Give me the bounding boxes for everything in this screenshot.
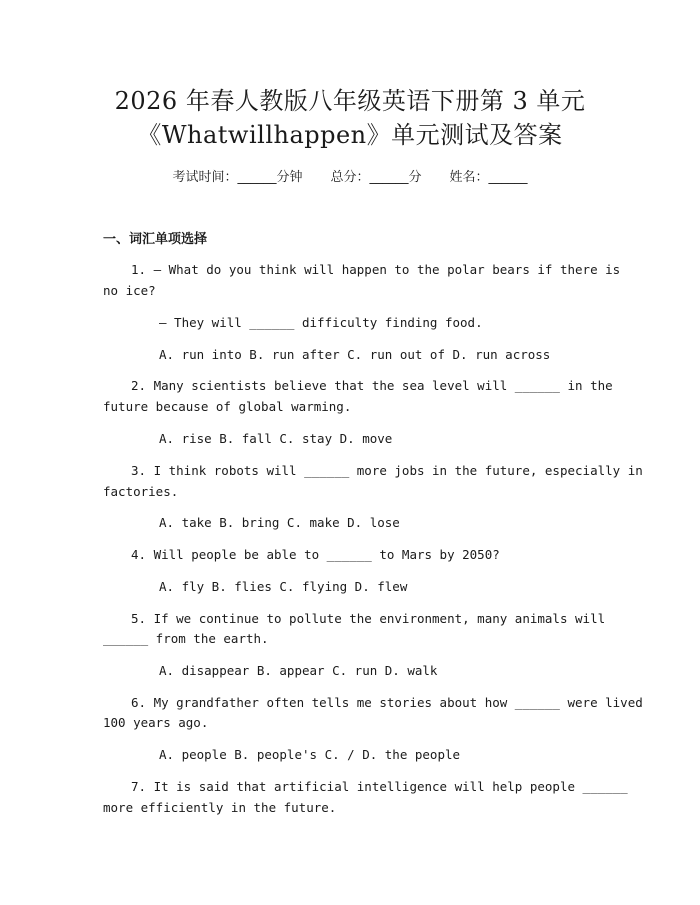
q7-stem-line-2: more efficiently in the future. [103, 800, 337, 815]
document-title-line-2: 《Whatwillhappen》单元测试及答案 [137, 121, 563, 149]
q5-options: A. disappear B. appear C. run D. walk [159, 663, 438, 678]
q6-options: A. people B. people's C. / D. the people [159, 747, 461, 762]
exam-total-score: 总分：______分 [330, 170, 422, 185]
q1-stem-line-1: 1. — What do you think will happen to the polar bears if there is [131, 262, 621, 277]
q4-options: A. fly B. flies C. flying D. flew [159, 579, 408, 594]
q1-stem-line-3: — They will ______ difficulty finding food. [159, 315, 483, 330]
q2-stem-line-1: 2. Many scientists believe that the sea level will ______ in the [131, 378, 613, 393]
q1-stem-line-2: no ice? [103, 283, 156, 298]
q7-stem-line-1: 7. It is said that artificial intelligence will help people ______ [131, 779, 628, 794]
q4-stem-line-1: 4. Will people be able to ______ to Mars by 2050? [131, 547, 500, 562]
q3-stem-line-2: factories. [103, 484, 179, 499]
q3-stem-line-1: 3. I think robots will ______ more jobs in the future, especially in [131, 463, 643, 478]
q2-stem-line-2: future because of global warming. [103, 399, 352, 414]
q3-options: A. take B. bring C. make D. lose [159, 515, 400, 530]
q6-stem-line-1: 6. My grandfather often tells me stories about how ______ were lived [131, 695, 643, 710]
exam-time: 考试时间：______分钟 [172, 170, 303, 185]
document-title-line-1: 2026 年春人教版八年级英语下册第 3 单元 [114, 87, 586, 115]
q5-stem-line-1: 5. If we continue to pollute the environment, many animals will [131, 611, 606, 626]
q1-options: A. run into B. run after C. run out of D. run across [159, 347, 551, 362]
q2-options: A. rise B. fall C. stay D. move [159, 431, 393, 446]
q5-stem-line-2: ______ from the earth. [103, 631, 269, 646]
exam-name: 姓名：______ [449, 170, 528, 185]
q6-stem-line-2: 100 years ago. [103, 715, 209, 730]
exam-info [0, 168, 700, 188]
section-heading: 一、词汇单项选择 [103, 232, 208, 247]
